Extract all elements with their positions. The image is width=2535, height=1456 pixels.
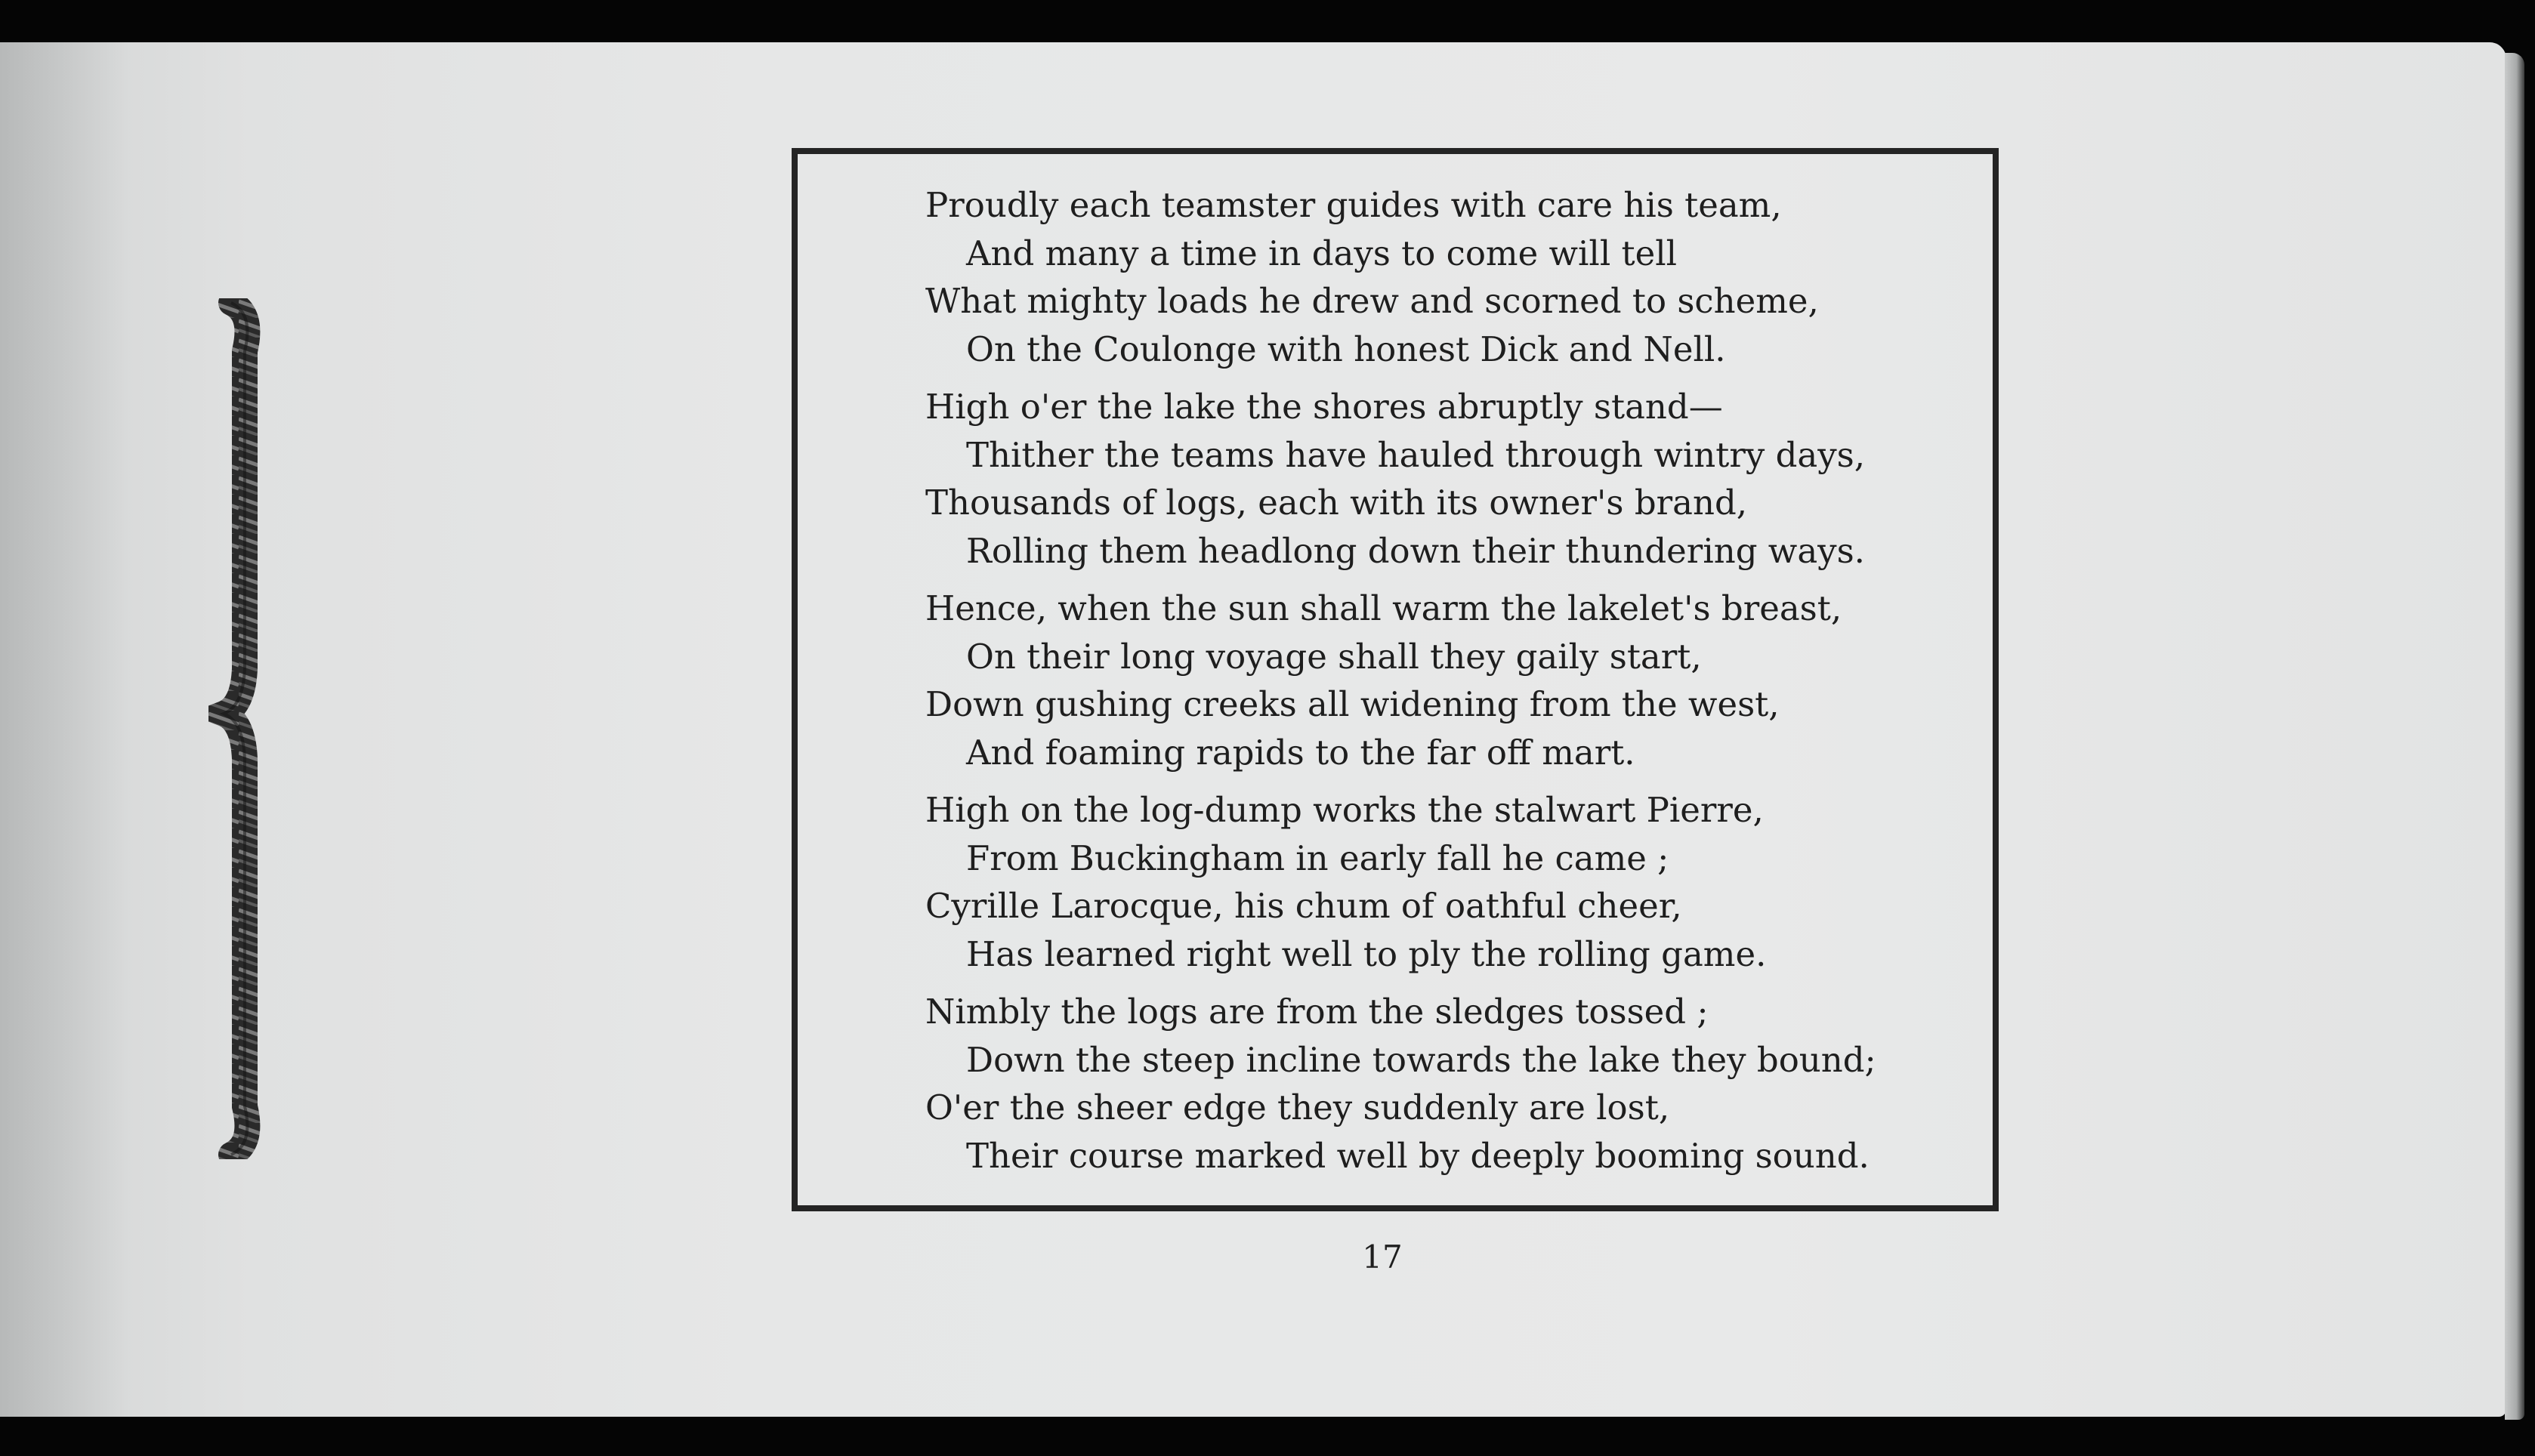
poem-line: Nimbly the logs are from the sledges tossed ;: [925, 992, 1709, 1032]
poem-line: High o'er the lake the shores abruptly stand—: [925, 387, 1723, 427]
page-edge: [2505, 53, 2524, 1420]
poem-line: Down the steep incline towards the lake they bound;: [966, 1039, 1876, 1080]
poem-line: Down gushing creeks all widening from the west,: [925, 684, 1780, 724]
page-number: 17: [1362, 1239, 1403, 1276]
poem-line: Proudly each teamster guides with care his team,: [925, 185, 1782, 225]
stanza: [925, 383, 1945, 575]
poem-line: Has learned right well to ply the rolling game.: [966, 933, 1767, 974]
poem-line: On their long voyage shall they gaily start,: [966, 636, 1702, 677]
poem-line: What mighty loads he drew and scorned to scheme,: [925, 281, 1819, 321]
poem-line: And foaming rapids to the far off mart.: [966, 732, 1635, 773]
poem-line: On the Coulonge with honest Dick and Nell.: [966, 329, 1726, 369]
poem-line: Thousands of logs, each with its owner's brand,: [925, 483, 1748, 523]
poem-line: O'er the sheer edge they suddenly are lost,: [925, 1087, 1670, 1127]
binding-cord: [208, 298, 269, 1159]
poem-line: Rolling them headlong down their thundering ways.: [966, 530, 1865, 571]
poem-line: Thither the teams have hauled through wintry days,: [966, 434, 1866, 475]
poem-line: From Buckingham in early fall he came ;: [966, 838, 1669, 878]
poem-line: Their course marked well by deeply booming sound.: [966, 1135, 1870, 1176]
poem-line: Hence, when the sun shall warm the lakelet's breast,: [925, 588, 1842, 628]
poem-line: And many a time in days to come will tell: [966, 233, 1678, 273]
poem: [925, 181, 1945, 1189]
stanza: [925, 181, 1945, 373]
stanza: [925, 585, 1945, 776]
stanza: [925, 786, 1945, 978]
gutter-shadow: [0, 42, 128, 1417]
stanza: [925, 988, 1945, 1180]
poem-line: Cyrille Larocque, his chum of oathful cheer,: [925, 886, 1682, 926]
poem-line: High on the log-dump works the stalwart Pierre,: [925, 790, 1764, 830]
